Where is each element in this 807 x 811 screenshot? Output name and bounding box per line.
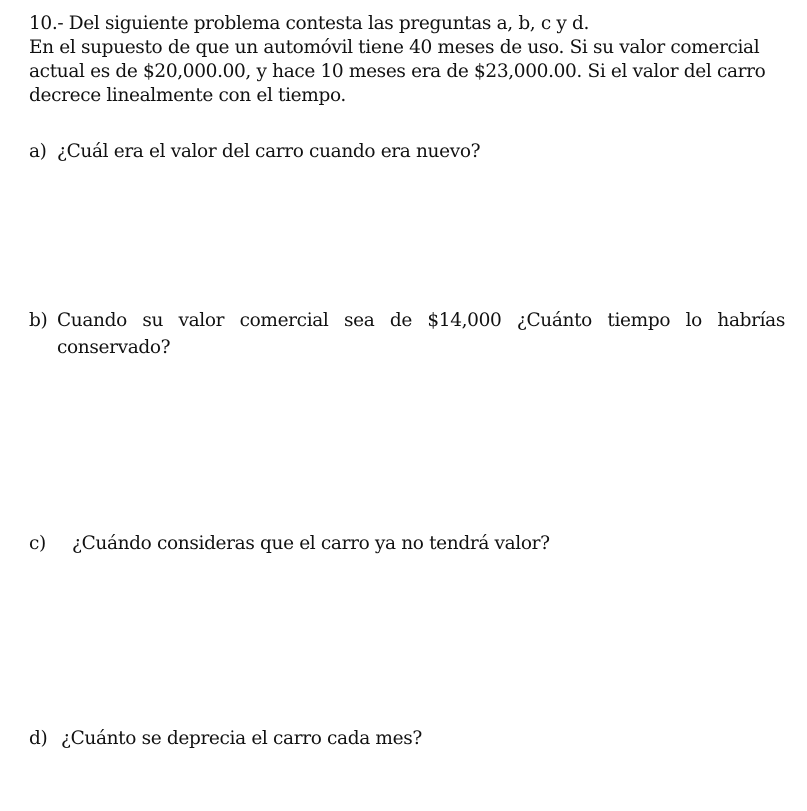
question-marker: b): [29, 310, 48, 331]
question-d: [29, 725, 789, 752]
question-marker: c): [29, 533, 46, 554]
question-text: ¿Cuál era el valor del carro cuando era nuevo?: [57, 141, 481, 162]
problem-line-2: actual es de $20,000.00, y hace 10 meses era de $23,000.00. Si el valor del carro: [29, 61, 766, 82]
question-text: Cuando su valor comercial sea de $14,000 ¿Cuánto tiempo lo habrías conservado?: [57, 310, 785, 358]
problem-line-3: decrece linealmente con el tiempo.: [29, 85, 346, 106]
problem-line-1: En el supuesto de que un automóvil tiene 40 meses de uso. Si su valor comercial: [29, 37, 760, 58]
question-text: ¿Cuándo consideras que el carro ya no tendrá valor?: [72, 533, 550, 554]
question-marker: d): [29, 728, 48, 749]
question-a: [29, 138, 789, 165]
question-c: [29, 530, 789, 557]
problem-header: 10.- Del siguiente problema contesta las preguntas a, b, c y d.: [29, 13, 590, 34]
question-marker: a): [29, 141, 47, 162]
problem-statement: [29, 12, 789, 108]
question-text: ¿Cuánto se deprecia el carro cada mes?: [61, 728, 422, 749]
question-b: [29, 307, 789, 361]
